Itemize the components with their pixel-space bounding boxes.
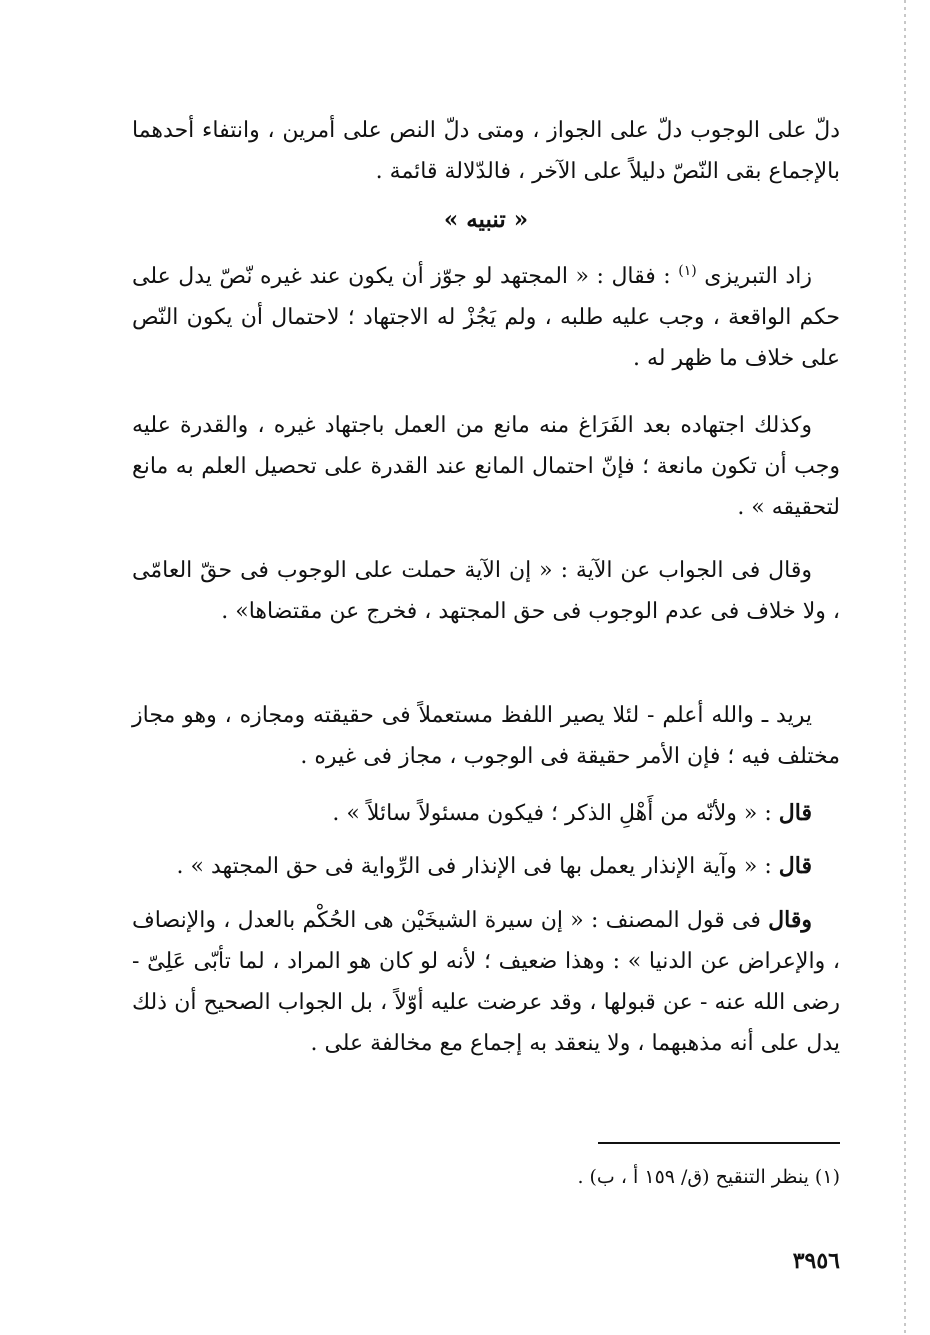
scan-edge-border	[904, 0, 906, 1335]
paragraph-shaykhayn	[132, 900, 840, 1064]
qala-dhikr-text: : « ولأنّه من أَهْلِ الذكر ؛ فيكون مسئولاً سائلاً » .	[332, 801, 772, 826]
tabrizi-name: زاد التبريزى	[704, 264, 812, 289]
page-number: ٣٩٥٦	[792, 1248, 840, 1274]
waqala-lead: وقال	[768, 907, 812, 933]
shaykhayn-text: فى قول المصنف : « إن سيرة الشيخَيْن هى الحُكْم بالعدل ، والإنصاف ، والإعراض عن الدنيا » : وهذا ضعيف ؛ لأنه لو كان هو المراد ، لما تأبّى عَلِىّ - رضى الله عنه - عن قبولها ، وقد عرضت عليه أوّلاً ، بل الجواب الصحيح أن ذلك يدل على أنه مذهبهما ، ولا ينعقد به إجماع مع مخالفة على .	[132, 908, 840, 1056]
paragraph-tabrizi	[132, 256, 840, 379]
paragraph-qala-indhar	[132, 846, 840, 887]
footnote-divider	[598, 1142, 840, 1144]
paragraph-qala-dhikr	[132, 793, 840, 834]
section-heading: « تنبيه »	[443, 206, 529, 233]
qala-indhar-text: : « وآية الإنذار يعمل بها فى الإنذار فى الرِّواية فى حق المجتهد » .	[176, 854, 772, 879]
tabrizi-quote: : فقال : « المجتهد لو جوّز أن يكون عند غيره نّصّ يدل على حكم الواقعة ، وجب عليه طلبه ، ولم يَجُزْ له الاجتهاد ؛ لاحتمال أن يكون النّص على خلاف ما ظهر له .	[132, 264, 840, 371]
paragraph-meaning: يريد ـ والله أعلم - لئلا يصير اللفظ مستعملاً فى حقيقته ومجازه ، وهو مجاز مختلف فيه ؛ فإن الأمر حقيقة فى الوجوب ، مجاز فى غيره .	[132, 703, 840, 769]
paragraph-ijtihad: وكذلك اجتهاده بعد الفَرَاغ منه مانع من العمل باجتهاد غيره ، والقدرة عليه وجب أن تكون مانعة ؛ فإنّ احتمال المانع عند القدرة على تحصيل العلم به مانع لتحقيقه » .	[132, 413, 840, 520]
footnote-reference: (١)	[678, 263, 697, 279]
qala-lead: قال	[778, 853, 812, 879]
qala-lead: قال	[778, 800, 812, 826]
paragraph-answer-verse: وقال فى الجواب عن الآية : « إن الآية حملت على الوجوب فى حقّ العامّى ، ولا خلاف فى عدم الوجوب فى حق المجتهد ، فخرج عن مقتضاها» .	[132, 558, 840, 624]
footnote: (١) ينظر التنقيح (ق/ ١٥٩ أ ، ب) .	[577, 1166, 840, 1188]
intro-paragraph: دلّ على الوجوب دلّ على الجواز ، ومتى دلّ النص على أمرين ، وانتفاء أحدهما بالإجماع بقى النّصّ دليلاً على الآخر ، فالدّلالة قائمة .	[132, 118, 840, 184]
